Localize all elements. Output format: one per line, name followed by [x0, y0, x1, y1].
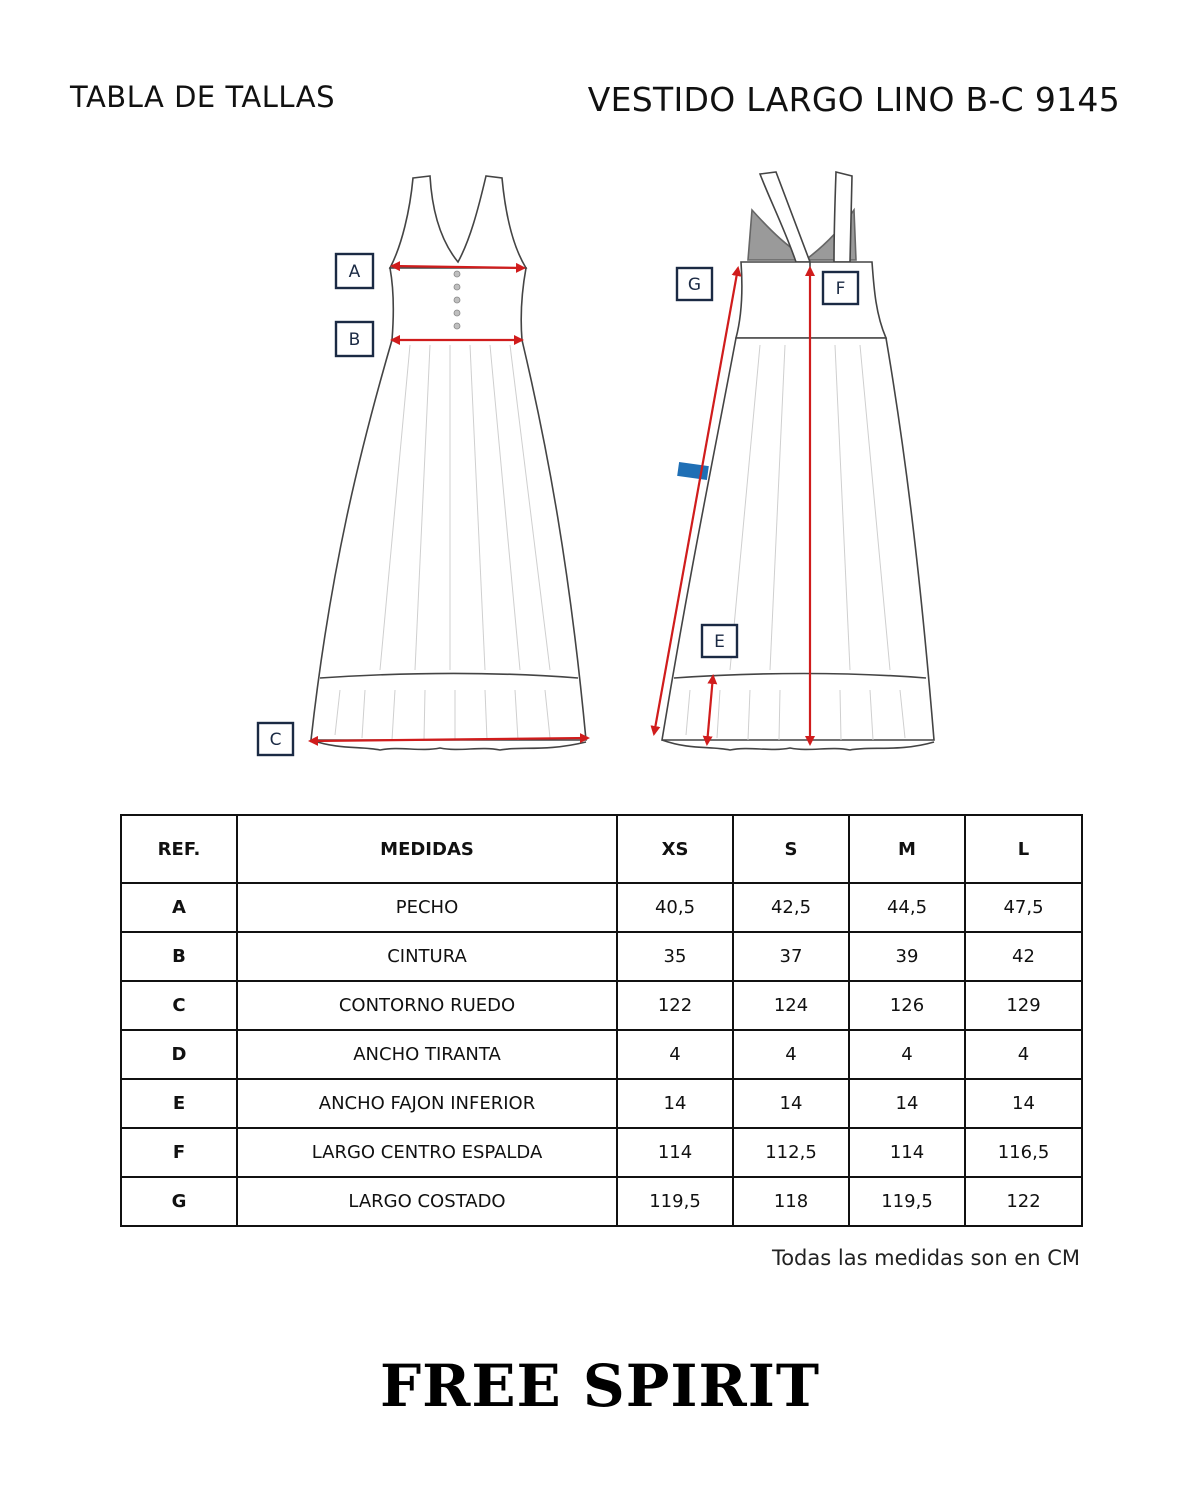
- product-title: VESTIDO LARGO LINO B-C 9145: [587, 80, 1120, 119]
- cell-s: 112,5: [733, 1128, 849, 1177]
- cell-m: 4: [849, 1030, 965, 1079]
- cell-l: 14: [965, 1079, 1082, 1128]
- units-note: Todas las medidas son en CM: [771, 1246, 1080, 1270]
- cell-ref: G: [121, 1177, 237, 1226]
- cell-s: 42,5: [733, 883, 849, 932]
- cell-s: 124: [733, 981, 849, 1030]
- label-a-text: A: [348, 262, 361, 282]
- cell-l: 129: [965, 981, 1082, 1030]
- cell-l: 122: [965, 1177, 1082, 1226]
- label-box-c: [258, 723, 293, 755]
- dress-measurement-diagram: [0, 150, 1200, 770]
- cell-m: 126: [849, 981, 965, 1030]
- table-row: [121, 1079, 1082, 1128]
- cell-xs: 40,5: [617, 883, 733, 932]
- label-b-text: B: [348, 330, 361, 350]
- cell-medida: LARGO CENTRO ESPALDA: [237, 1128, 617, 1177]
- cell-xs: 122: [617, 981, 733, 1030]
- back-ruffle-hem: [662, 740, 934, 750]
- cell-m: 39: [849, 932, 965, 981]
- header-s: S: [733, 815, 849, 883]
- cell-ref: B: [121, 932, 237, 981]
- cell-s: 4: [733, 1030, 849, 1079]
- cell-l: 47,5: [965, 883, 1082, 932]
- front-skirt: [311, 340, 586, 740]
- cell-l: 42: [965, 932, 1082, 981]
- cell-s: 37: [733, 932, 849, 981]
- cell-medida: ANCHO TIRANTA: [237, 1030, 617, 1079]
- cell-ref: F: [121, 1128, 237, 1177]
- cell-xs: 14: [617, 1079, 733, 1128]
- label-g-text: G: [687, 275, 702, 295]
- size-chart-title: TABLA DE TALLAS: [70, 80, 335, 114]
- cell-xs: 114: [617, 1128, 733, 1177]
- cell-ref: E: [121, 1079, 237, 1128]
- brand-logo: FREE SPIRIT: [379, 1352, 821, 1420]
- cell-xs: 119,5: [617, 1177, 733, 1226]
- cell-m: 14: [849, 1079, 965, 1128]
- cell-ref: D: [121, 1030, 237, 1079]
- label-box-a: [336, 254, 373, 288]
- cell-xs: 4: [617, 1030, 733, 1079]
- cell-medida: PECHO: [237, 883, 617, 932]
- label-box-f: [823, 272, 858, 304]
- cell-l: 116,5: [965, 1128, 1082, 1177]
- label-c-text: C: [269, 730, 282, 750]
- cell-ref: C: [121, 981, 237, 1030]
- label-box-g: [677, 268, 712, 300]
- cell-xs: 35: [617, 932, 733, 981]
- table-row: [121, 1030, 1082, 1079]
- strap-width-marker: [677, 462, 709, 480]
- header-xs: XS: [617, 815, 733, 883]
- label-box-e: [702, 625, 737, 657]
- back-strap-right: [834, 172, 852, 262]
- cell-s: 14: [733, 1079, 849, 1128]
- table-row: [121, 932, 1082, 981]
- label-e-text: E: [714, 632, 725, 652]
- header-medidas: MEDIDAS: [237, 815, 617, 883]
- front-bodice-top: [390, 176, 526, 268]
- cell-medida: ANCHO FAJON INFERIOR: [237, 1079, 617, 1128]
- table-row: [121, 1177, 1082, 1226]
- header-m: M: [849, 815, 965, 883]
- cell-m: 119,5: [849, 1177, 965, 1226]
- label-box-b: [336, 322, 373, 356]
- header-ref: REF.: [121, 815, 237, 883]
- table-row: [121, 1128, 1082, 1177]
- cell-medida: CINTURA: [237, 932, 617, 981]
- table-row: [121, 981, 1082, 1030]
- cell-l: 4: [965, 1030, 1082, 1079]
- size-table: [120, 814, 1083, 1227]
- table-header-row: [121, 815, 1082, 883]
- cell-m: 114: [849, 1128, 965, 1177]
- cell-medida: LARGO COSTADO: [237, 1177, 617, 1226]
- cell-m: 44,5: [849, 883, 965, 932]
- cell-ref: A: [121, 883, 237, 932]
- label-f-text: F: [835, 279, 846, 299]
- cell-medida: CONTORNO RUEDO: [237, 981, 617, 1030]
- back-skirt: [662, 338, 934, 740]
- header-l: L: [965, 815, 1082, 883]
- cell-s: 118: [733, 1177, 849, 1226]
- table-row: [121, 883, 1082, 932]
